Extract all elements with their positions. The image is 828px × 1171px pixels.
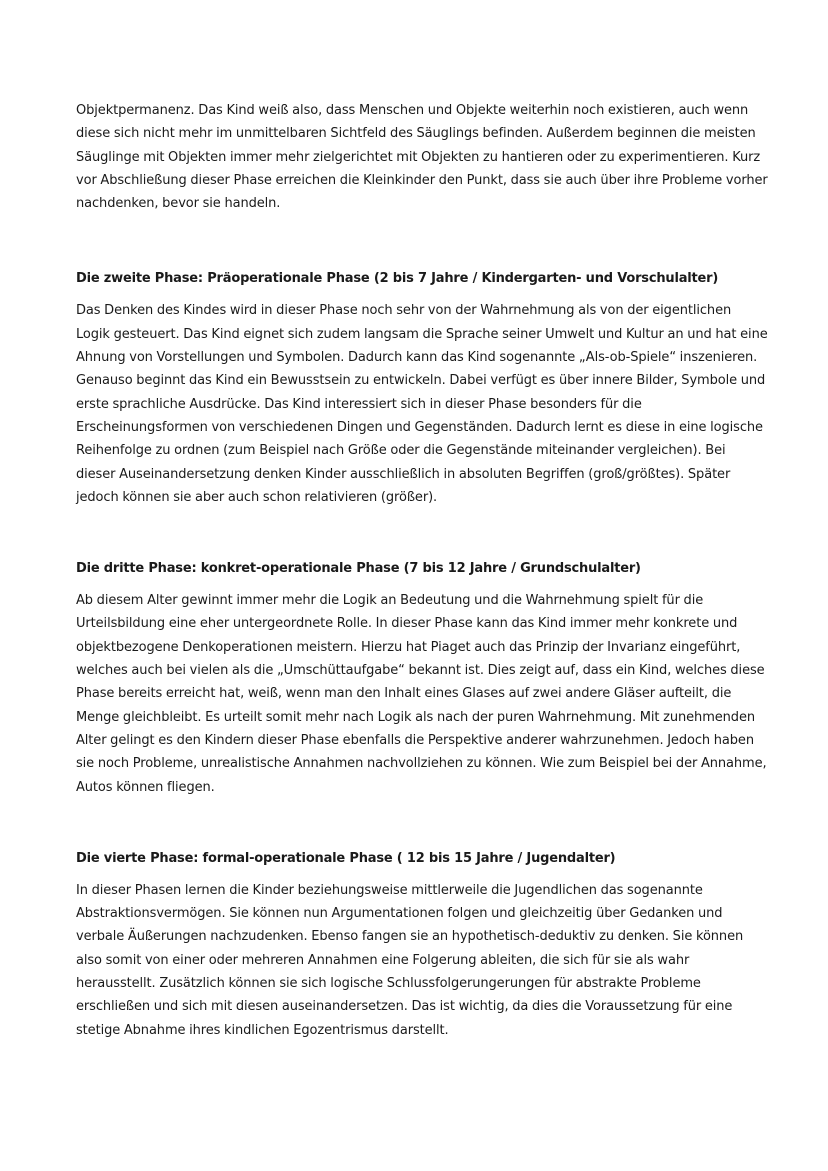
intro-paragraph: Objektpermanenz. Das Kind weiß also, dass Menschen und Objekte weiterhin noch existieren, auch wenn diese sich nicht mehr im unmittelbaren Sichtfeld des Säuglings befinden. Außerdem beginnen die meisten Säuglinge mit Objekten immer mehr zielgerichtet mit Objekten zu hantieren oder zu experimentieren. Kurz vor Abschließung dieser Phase erreichen die Kleinkinder den Punkt, dass sie auch über ihre Probleme vorher nachdenken, bevor sie handeln. (76, 103, 768, 212)
section-paragraph-phase-4: In dieser Phasen lernen die Kinder beziehungsweise mittlerweile die Jugendlichen das sogenannte Abstraktionsvermögen. Sie können nun Argumentationen folgen und gleichzeitig über Gedanken und verbale Äußerungen nachzudenken. Ebenso fangen sie an hypothetisch-deduktiv zu denken. Sie können also somit von einer oder mehreren Annahmen eine Folgerung ableiten, die sich für sie als wahr herausstellt. Zusätzlich können sie sich logische Schlussfolgerungerungen für abstrakte Probleme erschließen und sich mit diesen auseinandersetzen. Das ist wichtig, da dies die Voraussetzung für eine stetige Abnahme ihres kindlichen Egozentrismus darstellt. (76, 882, 744, 1038)
section-heading-phase-2: Die zweite Phase: Präoperationale Phase (2 bis 7 Jahre / Kindergarten- und Vorschulalter) (76, 271, 719, 287)
section-heading-phase-3: Die dritte Phase: konkret-operationale Phase (7 bis 12 Jahre / Grundschulalter) (76, 561, 641, 577)
section-paragraph-phase-2: Das Denken des Kindes wird in dieser Phase noch sehr von der Wahrnehmung als von der eigentlichen Logik gesteuert. Das Kind eignet sich zudem langsam die Sprache seiner Umwelt und Kultur an und hat eine Ahnung von Vorstellungen und Symbolen. Dadurch kann das Kind sogenannte „Als-ob-Spiele“ inszenieren. Genauso beginnt das Kind ein Bewusstsein zu entwickeln. Dabei verfügt es über innere Bilder, Symbole und erste sprachliche Ausdrücke. Das Kind interessiert sich in dieser Phase besonders für die Erscheinungsformen von verschiedenen Dingen und Gegenständen. Dadurch lernt es diese in eine logische Reihenfolge zu ordnen (zum Beispiel nach Größe oder die Gegenstände miteinander vergleichen). Bei dieser Auseinandersetzung denken Kinder ausschließlich in absoluten Begriffen (groß/größtes). Später jedoch können sie aber auch schon relativieren (größer). (76, 303, 768, 505)
section-heading-phase-4: Die vierte Phase: formal-operationale Phase ( 12 bis 15 Jahre / Jugendalter) (76, 850, 616, 866)
section-paragraph-phase-3: Ab diesem Alter gewinnt immer mehr die Logik an Bedeutung und die Wahrnehmung spielt für die Urteilsbildung eine eher untergeordnete Rolle. In dieser Phase kann das Kind immer mehr konkrete und objektbezogene Denkoperationen meistern. Hierzu hat Piaget auch das Prinzip der Invarianz eingeführt, welches auch bei vielen als die „Umschüttaufgabe“ bekannt ist. Dies zeigt auf, dass ein Kind, welches diese Phase bereits erreicht hat, weiß, wenn man den Inhalt eines Glases auf zwei andere Gläser aufteilt, die Menge gleichbleibt. Es urteilt somit mehr nach Logik als nach der puren Wahrnehmung. Mit zunehmenden Alter gelingt es den Kindern dieser Phase ebenfalls die Perspektive anderer wahrzunehmen. Jedoch haben sie noch Probleme, unrealistische Annahmen nachvollziehen zu können. Wie zum Beispiel bei der Annahme, Autos können fliegen. (76, 593, 767, 795)
